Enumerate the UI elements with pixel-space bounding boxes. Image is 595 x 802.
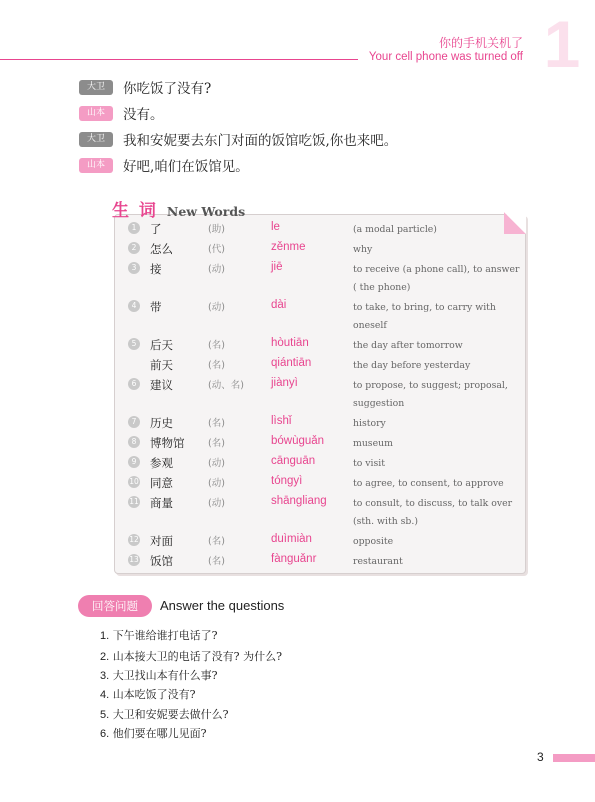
vocab-definition: to visit (353, 458, 385, 469)
vocab-row (128, 261, 520, 293)
vocab-word: 怎么 (150, 242, 173, 256)
vocab-row (128, 241, 373, 256)
vocab-word: 对面 (150, 534, 173, 548)
vocab-definition: history (353, 418, 386, 429)
vocab-pos: (名) (208, 340, 225, 351)
vocab-pinyin: bówùguǎn (271, 435, 325, 447)
vocab-row (128, 495, 513, 527)
vocab-row (128, 337, 463, 352)
question-item (100, 648, 282, 664)
vocab-definition: restaurant (353, 556, 403, 567)
vocab-pinyin: qiántiān (271, 357, 312, 369)
vocab-word: 商量 (150, 496, 173, 510)
vocabulary-title-english: New Words (166, 204, 246, 219)
question-number: 1. (100, 630, 110, 642)
vocab-number: 8 (128, 436, 140, 448)
vocab-number: 6 (128, 378, 140, 390)
question-number: 4. (100, 689, 110, 701)
vocab-definition: the day after tomorrow (353, 340, 463, 351)
vocab-definition: to receive (a phone call), to answer ( the phone) (353, 264, 520, 293)
vocab-number: 9 (128, 456, 140, 468)
vocab-number: 11 (129, 497, 139, 506)
speaker-badge: 山本 (79, 106, 113, 121)
vocab-definition: why (353, 244, 373, 255)
vocab-definition: opposite (353, 536, 394, 547)
question-number: 5. (100, 709, 110, 721)
vocab-pinyin: dài (271, 299, 287, 311)
vocab-definition: to consult, to discuss, to talk over (sth. with sb.) (353, 498, 513, 527)
vocab-row (128, 475, 504, 490)
lesson-title-english: Your cell phone was turned off (368, 51, 523, 63)
vocab-number: 1 (128, 222, 140, 234)
vocab-pos: (动) (208, 302, 225, 313)
vocab-word: 带 (150, 300, 162, 314)
speaker-badge: 山本 (79, 158, 113, 173)
vocab-pinyin: fànguǎnr (271, 553, 317, 565)
vocab-pos: (动、名) (208, 380, 244, 391)
vocab-pinyin: zěnme (271, 241, 306, 253)
vocabulary-title-chinese: 生 词 (112, 201, 158, 221)
question-text: 大卫和安妮要去做什么? (112, 708, 229, 721)
vocab-number: 4 (128, 300, 140, 312)
vocab-pinyin: tóngyì (271, 475, 303, 487)
vocab-word: 后天 (150, 338, 173, 352)
vocab-word: 博物馆 (150, 436, 185, 450)
vocab-number: 7 (128, 416, 140, 428)
vocab-row (128, 299, 496, 331)
vocab-pos: (名) (208, 536, 225, 547)
dialogue-line (79, 103, 164, 123)
dialogue-line (79, 155, 249, 175)
vocab-pos: (名) (208, 360, 225, 371)
vocab-number: 10 (129, 477, 139, 486)
vocab-definition: museum (353, 438, 393, 449)
question-text: 山本接大卫的电话了没有? 为什么? (112, 650, 282, 663)
question-number: 2. (100, 651, 110, 663)
vocab-word: 同意 (150, 476, 173, 490)
vocab-pos: (名) (208, 438, 225, 449)
dialogue-text: 好吧,咱们在饭馆见。 (123, 159, 249, 175)
vocab-pos: (助) (208, 224, 225, 235)
vocab-row (128, 553, 403, 568)
vocab-pinyin: duìmiàn (271, 533, 312, 545)
vocab-word: 饭馆 (150, 554, 173, 568)
vocab-number: 5 (128, 338, 140, 350)
vocab-number: 2 (128, 242, 140, 254)
question-text: 大卫找山本有什么事? (112, 669, 218, 682)
vocab-word: 前天 (150, 358, 173, 372)
vocab-pos: (动) (208, 264, 225, 275)
question-text: 下午谁给谁打电话了? (112, 629, 218, 642)
vocab-word: 参观 (150, 456, 173, 470)
vocab-number (128, 358, 140, 370)
question-item (100, 706, 229, 722)
vocab-row (128, 377, 508, 409)
vocab-number: 12 (129, 535, 139, 544)
vocab-definition: to agree, to consent, to approve (353, 478, 504, 489)
chapter-number: 1 (543, 7, 581, 81)
question-text: 山本吃饭了没有? (112, 688, 196, 701)
dialogue-line (79, 129, 397, 149)
vocab-row (128, 455, 385, 470)
question-number: 6. (100, 728, 110, 740)
vocab-number: 3 (128, 262, 140, 274)
questions-title: Answer the questions (160, 598, 285, 613)
header-rule (0, 59, 358, 60)
vocab-pos: (动) (208, 458, 225, 469)
question-item (100, 627, 218, 643)
vocab-pos: (动) (208, 498, 225, 509)
vocab-pinyin: cānguān (271, 455, 316, 467)
question-text: 他们要在哪儿见面? (112, 727, 207, 740)
vocab-pinyin: hòutiān (271, 337, 309, 349)
dialogue-line (79, 77, 211, 97)
dialogue-text: 没有。 (123, 107, 164, 123)
question-item (100, 725, 207, 741)
vocab-word: 建议 (150, 378, 173, 392)
vocab-row (128, 533, 394, 548)
vocab-pinyin: lìshǐ (271, 415, 292, 427)
vocab-pos: (名) (208, 418, 225, 429)
vocab-definition: to propose, to suggest; proposal, suggestion (353, 380, 508, 409)
vocab-pinyin: jiànyì (271, 377, 298, 389)
dialogue-text: 你吃饭了没有? (123, 81, 212, 97)
vocab-pos: (代) (208, 244, 225, 255)
vocab-pinyin: jiē (271, 261, 283, 273)
vocab-definition: the day before yesterday (353, 360, 471, 371)
vocab-number: 13 (129, 555, 139, 564)
vocab-word: 了 (150, 222, 162, 236)
vocab-definition: (a modal particle) (353, 224, 437, 235)
dialogue-text: 我和安妮要去东门对面的饭馆吃饭,你也来吧。 (123, 133, 398, 149)
vocab-pos: (名) (208, 556, 225, 567)
question-item (100, 667, 218, 683)
vocab-row (128, 435, 393, 450)
speaker-badge: 大卫 (79, 132, 113, 147)
vocab-pinyin: le (271, 221, 280, 233)
vocabulary-title (112, 196, 245, 221)
vocab-row (128, 221, 437, 236)
questions-pill: 回答问题 (78, 595, 152, 617)
vocab-pinyin: shāngliang (271, 495, 327, 507)
page-number: 3 (537, 750, 544, 764)
vocab-definition: to take, to bring, to carry with oneself (353, 302, 496, 331)
speaker-badge: 大卫 (79, 80, 113, 95)
page-number-bar (553, 754, 595, 762)
question-number: 3. (100, 670, 110, 682)
vocab-word: 历史 (150, 416, 173, 430)
vocab-word: 接 (150, 262, 162, 276)
question-item (100, 686, 196, 702)
vocab-row (128, 415, 386, 430)
vocab-pos: (动) (208, 478, 225, 489)
vocab-row (128, 357, 471, 372)
lesson-title-chinese: 你的手机关机了 (438, 36, 523, 50)
